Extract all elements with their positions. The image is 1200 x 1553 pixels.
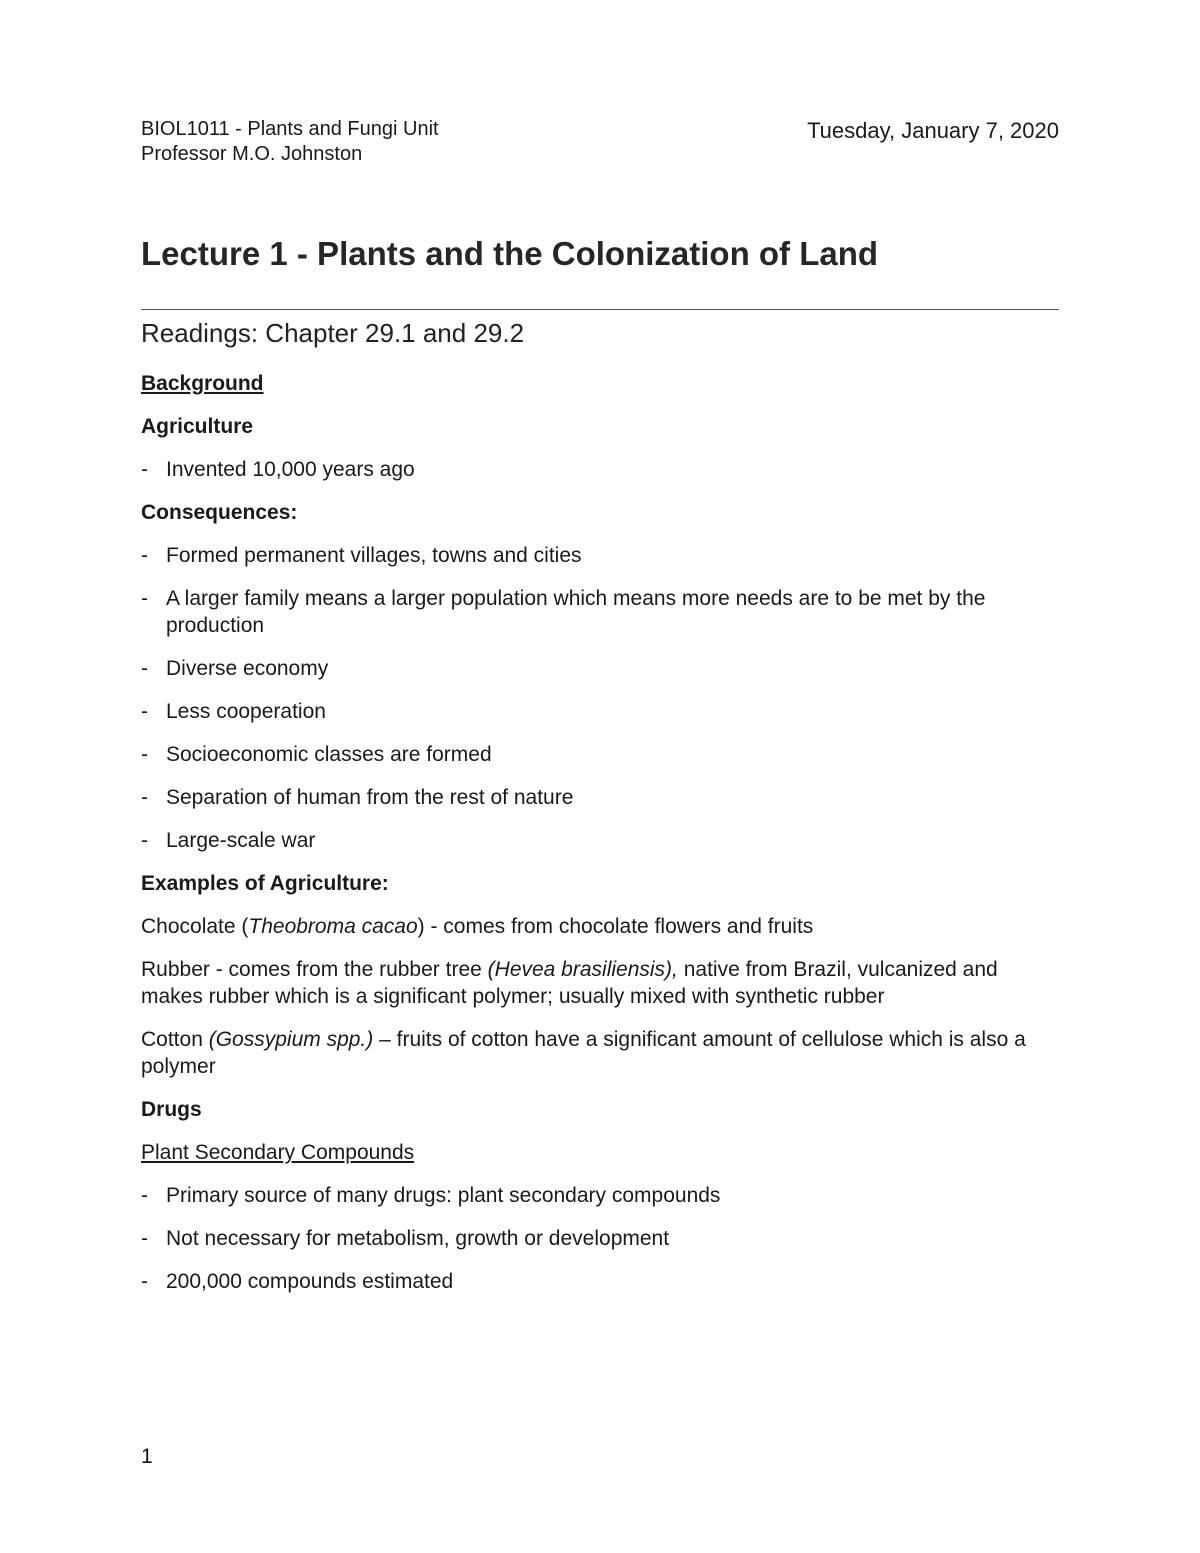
lecture-date: Tuesday, January 7, 2020	[807, 118, 1059, 143]
chocolate-paragraph	[141, 913, 1059, 940]
agriculture-list	[141, 456, 1059, 483]
cotton-text-start: Cotton	[141, 1028, 209, 1051]
dash-bullet: -	[141, 1184, 148, 1207]
list-item-text: Not necessary for metabolism, growth or development	[166, 1227, 670, 1250]
list-item-text: Primary source of many drugs: plant secondary compounds	[166, 1184, 721, 1207]
chocolate-text-end: ) - comes from chocolate flowers and fruits	[417, 915, 814, 938]
course-name: BIOL1011 - Plants and Fungi Unit	[141, 118, 439, 140]
list-item	[141, 698, 1059, 725]
list-item-text: Invented 10,000 years ago	[166, 458, 415, 481]
rubber-paragraph	[141, 956, 1059, 1010]
rubber-text-start: Rubber - comes from the rubber tree	[141, 958, 488, 981]
list-item-text: Diverse economy	[166, 657, 329, 680]
list-item-text: 200,000 compounds estimated	[166, 1270, 454, 1293]
background-heading: Background	[141, 372, 264, 395]
list-item	[141, 1182, 1059, 1209]
dash-bullet: -	[141, 458, 148, 481]
consequences-list	[141, 542, 1059, 854]
page-title: Lecture 1 - Plants and the Colonization of Land	[141, 235, 879, 272]
list-item	[141, 1268, 1059, 1295]
cotton-species: (Gossypium spp.)	[208, 1028, 374, 1051]
rubber-species: (Hevea brasiliensis),	[487, 958, 678, 981]
course-header	[141, 117, 439, 167]
dash-bullet: -	[141, 743, 148, 766]
title-divider	[141, 309, 1059, 310]
rubber-text-end: native from Brazil, vulcanized and makes rubber which is a significant polymer; usually mixed with synthetic rubber	[141, 958, 998, 1008]
dash-bullet: -	[141, 544, 148, 567]
list-item	[141, 655, 1059, 682]
list-item	[141, 542, 1059, 569]
list-item-text: Separation of human from the rest of nature	[166, 786, 574, 809]
dash-bullet: -	[141, 700, 148, 723]
list-item	[141, 1225, 1059, 1252]
readings-subtitle: Readings: Chapter 29.1 and 29.2	[141, 318, 525, 348]
cotton-text-end: – fruits of cotton have a significant amount of cellulose which is also a polymer	[141, 1028, 1026, 1078]
dash-bullet: -	[141, 587, 148, 610]
list-item-text: A larger family means a larger population which means more needs are to be met by the production	[166, 587, 986, 637]
list-item	[141, 456, 1059, 483]
list-item	[141, 585, 1059, 639]
cotton-paragraph	[141, 1026, 1059, 1080]
list-item-text: Formed permanent villages, towns and cities	[166, 544, 582, 567]
examples-heading: Examples of Agriculture:	[141, 872, 389, 895]
list-item	[141, 827, 1059, 854]
chocolate-species: Theobroma cacao	[248, 915, 418, 938]
list-item	[141, 784, 1059, 811]
dash-bullet: -	[141, 786, 148, 809]
chocolate-text-start: Chocolate (	[141, 915, 249, 938]
drugs-heading: Drugs	[141, 1098, 202, 1121]
compounds-list	[141, 1182, 1059, 1295]
list-item-text: Large-scale war	[166, 829, 316, 852]
professor-name: Professor M.O. Johnston	[141, 143, 363, 165]
dash-bullet: -	[141, 829, 148, 852]
dash-bullet: -	[141, 1270, 148, 1293]
plant-secondary-compounds-heading: Plant Secondary Compounds	[141, 1141, 415, 1164]
agriculture-heading: Agriculture	[141, 415, 254, 438]
list-item-text: Less cooperation	[166, 700, 326, 723]
consequences-heading: Consequences:	[141, 501, 298, 524]
dash-bullet: -	[141, 1227, 148, 1250]
dash-bullet: -	[141, 657, 148, 680]
page-number: 1	[141, 1445, 153, 1468]
lecture-body	[141, 370, 1059, 1311]
list-item-text: Socioeconomic classes are formed	[166, 743, 492, 766]
list-item	[141, 741, 1059, 768]
